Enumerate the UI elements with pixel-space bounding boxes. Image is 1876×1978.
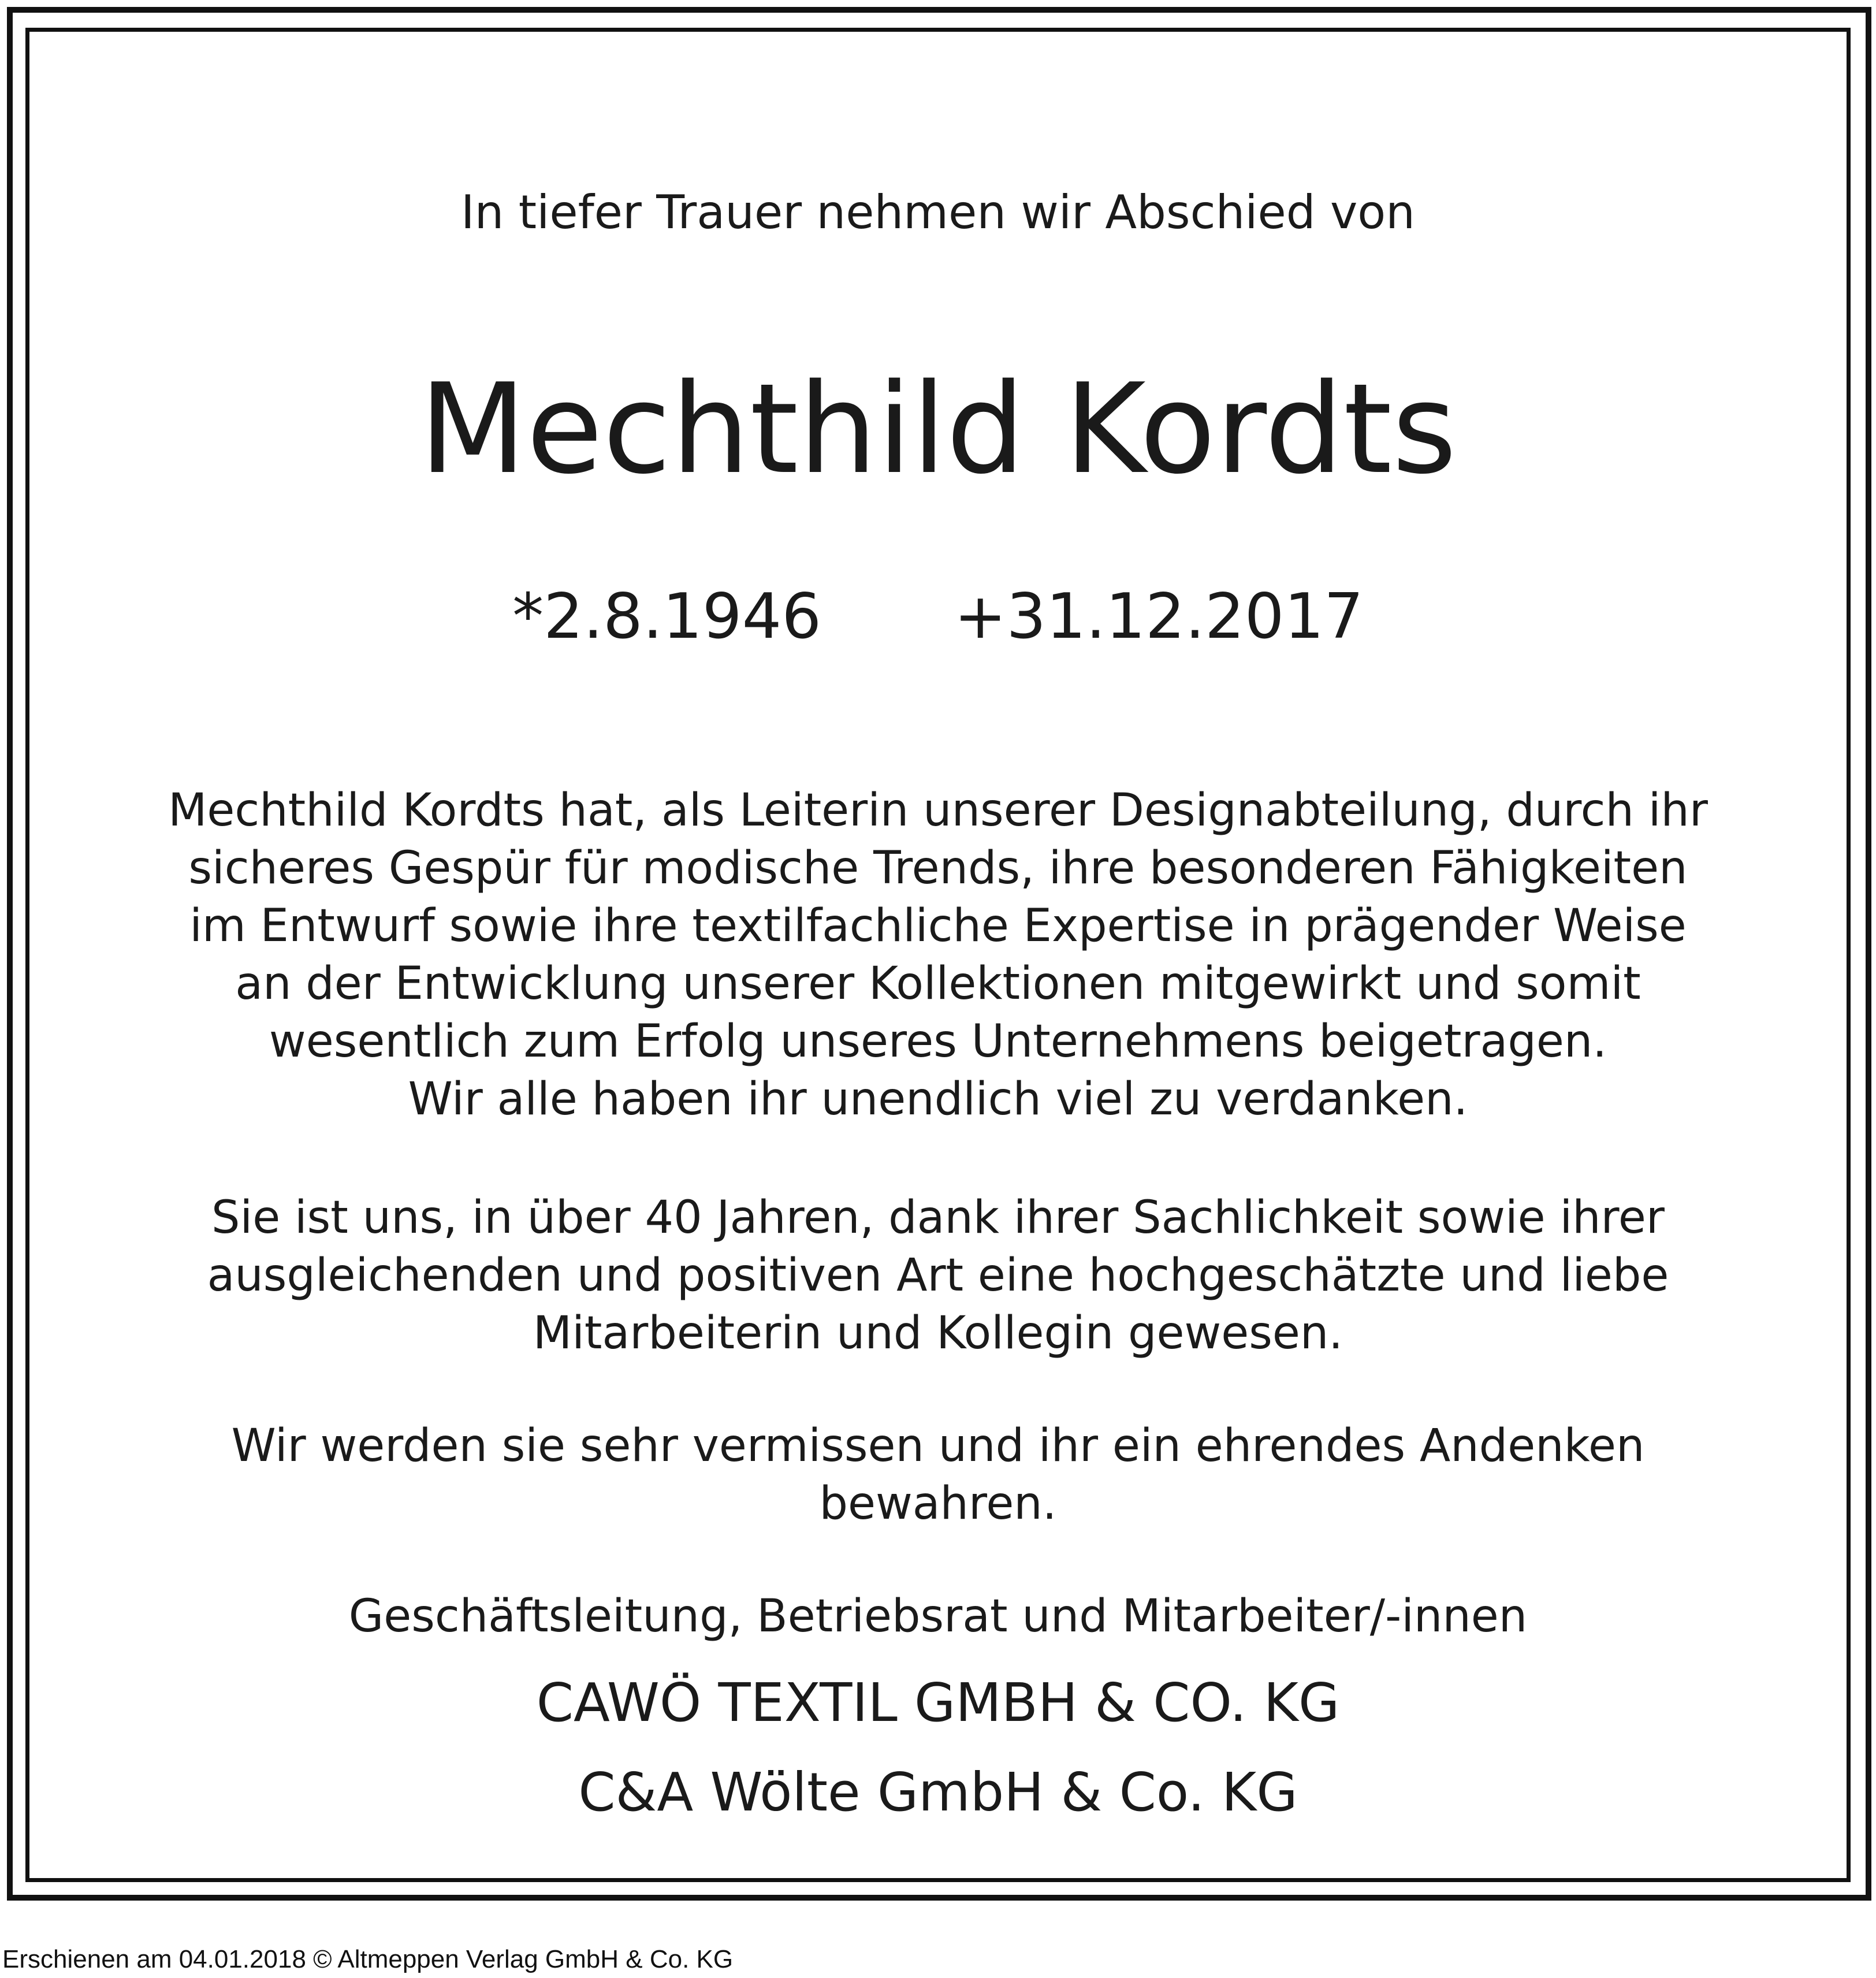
text-line: Wir werden sie sehr vermissen und ihr ein ehrendes Andenken	[231, 1420, 1645, 1472]
text-line: an der Entwicklung unserer Kollektionen mitgewirkt und somit	[235, 958, 1641, 1010]
company-name-1: CAWÖ TEXTIL GMBH & CO. KG	[536, 1672, 1340, 1734]
text-line: bewahren.	[819, 1478, 1057, 1530]
text-line: Mitarbeiterin und Kollegin gewesen.	[533, 1307, 1343, 1359]
intro-line: In tiefer Trauer nehmen wir Abschied von	[461, 185, 1415, 239]
text-line: wesentlich zum Erfolg unseres Unternehmens beigetragen.	[269, 1016, 1607, 1068]
text-line: sicheres Gespür für modische Trends, ihre besonderen Fähigkeiten	[188, 842, 1688, 894]
publication-footer: Erschienen am 04.01.2018 © Altmeppen Verlag GmbH & Co. KG	[2, 1945, 734, 1973]
deceased-name: Mechthild Kordts	[419, 356, 1457, 501]
signers-line: Geschäftsleitung, Betriebsrat und Mitarbeiter/-innen	[348, 1590, 1528, 1642]
text-line: ausgleichenden und positiven Art eine hochgeschätzte und liebe	[207, 1250, 1669, 1302]
death-date: +31.12.2017	[954, 581, 1364, 653]
life-dates	[25, 579, 1851, 655]
text-line: Mechthild Kordts hat, als Leiterin unserer Designabteilung, durch ihr	[168, 784, 1708, 836]
tribute-paragraph-3	[25, 1417, 1851, 1533]
tribute-paragraph-1	[25, 782, 1851, 1128]
company-name-2: C&A Wölte GmbH & Co. KG	[578, 1761, 1298, 1823]
text-line: Sie ist uns, in über 40 Jahren, dank ihrer Sachlichkeit sowie ihrer	[211, 1192, 1665, 1244]
text-line: im Entwurf sowie ihre textilfachliche Expertise in prägender Weise	[189, 900, 1687, 952]
birth-date: *2.8.1946	[512, 581, 822, 653]
obituary-notice	[25, 28, 1851, 1882]
tribute-paragraph-2	[25, 1189, 1851, 1362]
text-line: Wir alle haben ihr unendlich viel zu verdanken.	[408, 1073, 1468, 1125]
